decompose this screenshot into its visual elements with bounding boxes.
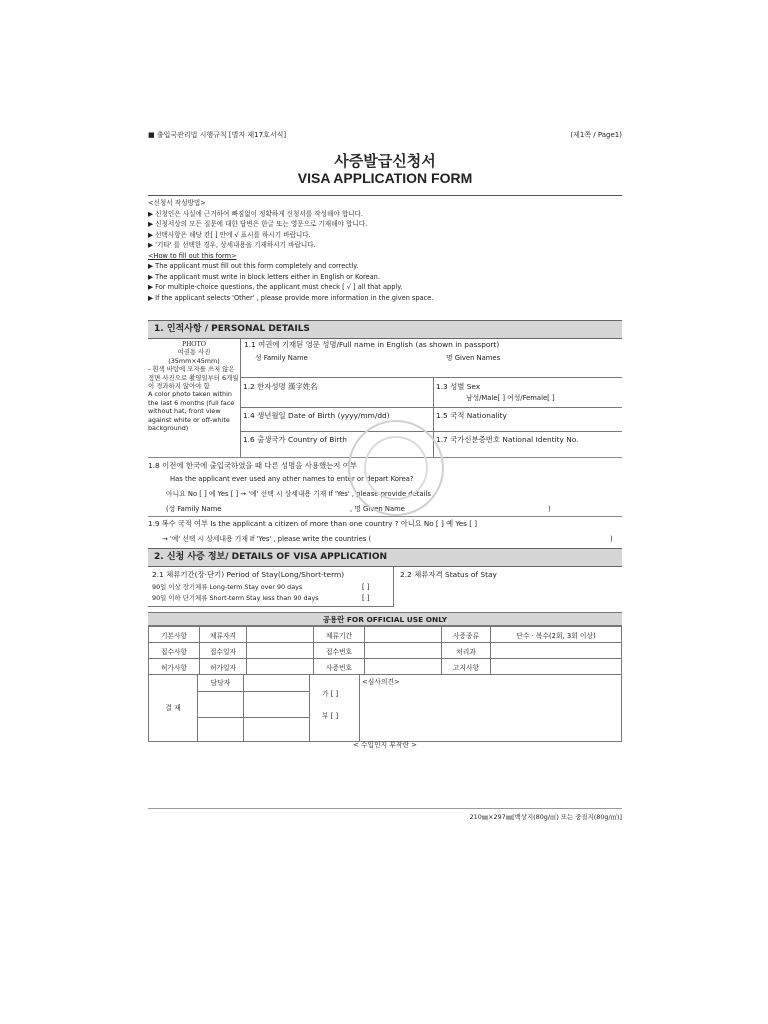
divider-1-9 [148, 516, 622, 517]
regulation-reference: ■ 출입국관리법 시행규칙 [별지 제17호서식] [148, 131, 287, 139]
review-opinion-label: <심사의견> [362, 678, 400, 686]
country-of-birth-label: 1.6 출생국가 Country of Birth [243, 435, 347, 444]
approval-cell[interactable] [244, 692, 310, 718]
table-cell [247, 659, 314, 675]
photo-label-ko: 여권용 사진 [177, 348, 211, 357]
table-cell: 허가사항 [149, 659, 200, 675]
section-2-title: 2. 신청 사증 정보/ DETAILS OF VISA APPLICATION [154, 552, 387, 562]
table-cell: 체류자격 [200, 627, 247, 643]
officer-label-cell [198, 674, 244, 692]
table-cell: 접수일자 [200, 643, 247, 659]
dob-label: 1.4 생년월일 Date of Birth (yyyy/mm/dd) [243, 411, 390, 420]
table-cell [365, 643, 442, 659]
table-cell: 사증번호 [314, 659, 365, 675]
instructions [148, 198, 622, 303]
instruction-en-1: ▶ The applicant must fill out this form completely and correctly. [148, 262, 359, 270]
section-visa-details [148, 548, 622, 567]
form-title-english: VISA APPLICATION FORM [297, 170, 473, 186]
approval-cell[interactable] [244, 674, 310, 692]
table-cell [247, 643, 314, 659]
table-cell: 사증종류 [442, 627, 491, 643]
other-family-name-label: (성 Family Name [166, 505, 222, 513]
short-term-label: 90일 이하 단기체류 Short-term Stay less than 90 days [152, 594, 319, 602]
instruction-ko-4: ▶ '기타' 를 선택한 경우, 상세내용을 기재하시기 바랍니다. [148, 241, 316, 249]
full-name-label: 1.1 여권에 기재된 영문 성명/Full name in English (as shown in passport) [244, 340, 500, 349]
dual-citizenship-close: ) [610, 535, 613, 543]
officer-label: 담당자 [210, 679, 231, 687]
approval-cell[interactable] [244, 718, 310, 742]
table-cell [491, 643, 622, 659]
table-cell [491, 659, 622, 675]
field-nationality[interactable] [433, 407, 622, 431]
field-status-of-stay[interactable] [394, 567, 622, 607]
approval-cell[interactable] [198, 692, 244, 718]
paper-spec: 210㎜×297㎜[백상지(80g/㎡) 또는 중질지(80g/㎡)] [469, 813, 622, 821]
form-title-korean: 사증발급신청서 [334, 152, 436, 170]
official-use-header [148, 612, 622, 626]
table-cell: 단수 · 복수(2회, 3회 이상) [491, 627, 622, 643]
sex-label: 1.3 성별 Sex [436, 382, 481, 391]
official-use-title: 공용란 FOR OFFICIAL USE ONLY [322, 615, 448, 624]
table-cell [365, 627, 442, 643]
approval-label-cell [148, 674, 198, 742]
sex-options[interactable]: 남성/Male[ ] 여성/Female[ ] [466, 394, 555, 402]
status-of-stay-label: 2.2 체류자격 Status of Stay [400, 570, 497, 579]
given-names-label: 명 Given Names [446, 354, 501, 362]
table-cell: 고지사항 [442, 659, 491, 675]
instruction-ko-3: ▶ 선택사항은 해당 칸[ ] 안에 √ 표시를 하시기 바랍니다. [148, 230, 311, 239]
photo-desc-ko: - 흰색 바탕에 모자를 쓰지 않은 정면 사진으로 촬영일부터 6개월이 경과하지 않아야 함 [148, 365, 239, 391]
other-name-close: ) [548, 505, 551, 513]
table-cell: 처리과 [442, 643, 491, 659]
photo-size: (35mm×45mm) [168, 356, 220, 365]
dual-citizenship-detail[interactable]: → '예' 선택 시 상세내용 기재 If 'Yes' , please write the countries ( [162, 535, 372, 543]
table-row [149, 643, 622, 659]
instruction-ko-2: ▶ 신청서상의 모든 질문에 대한 답변은 한글 또는 영문으로 기재해야 합니다. [148, 220, 368, 228]
title-divider [148, 195, 622, 196]
section-1-title: 1. 인적사항 / PERSONAL DETAILS [154, 324, 310, 334]
nationality-label: 1.5 국적 Nationality [436, 411, 507, 420]
other-names-options[interactable]: 아니요 No [ ] 예 Yes [ ] → '예' 선택 시 상세내용 기재 If 'Yes' , please provide details [166, 490, 431, 498]
table-cell: 기본사항 [149, 627, 200, 643]
instructions-en-title: <How to fill out this form> [148, 251, 237, 260]
section-personal-details [148, 320, 622, 339]
table-row [149, 627, 622, 643]
approve-checkbox[interactable]: 가 [ ] [322, 690, 339, 698]
instruction-ko-1: ▶ 신청인은 사실에 근거하여 빠짐없이 정확하게 신청서를 작성해야 합니다. [148, 209, 364, 218]
dual-citizenship-question[interactable]: 1.9 복수 국적 여부 Is the applicant a citizen of more than one country ? 아니요 No [ ] 예 Yes [ ] [148, 519, 478, 528]
period-of-stay-label: 2.1 체류기간(장·단기) Period of Stay(Long/Short-term) [152, 570, 345, 579]
short-term-checkbox[interactable]: [ ] [362, 594, 370, 602]
national-id-label: 1.7 국가신분증번호 National Identity No. [436, 435, 579, 444]
other-names-question-en: Has the applicant ever used any other names to enter or depart Korea? [170, 475, 414, 483]
field-period-of-stay[interactable] [148, 567, 394, 607]
field-sex[interactable] [433, 377, 622, 407]
footer-divider [148, 808, 622, 809]
long-term-label: 90일 이상 장기체류 Long-term Stay over 90 days [152, 583, 303, 591]
instruction-en-3: ▶ For multiple-choice questions, the applicant must check [ √ ] all that apply. [148, 283, 403, 291]
field-full-name[interactable] [240, 339, 622, 377]
review-opinion-cell[interactable] [360, 674, 622, 742]
form-header [148, 128, 622, 142]
other-names-question-ko: 1.8 이전에 한국에 출입국하였을 때 다른 성명을 사용했는지 여부 [148, 461, 358, 470]
photo-box [148, 340, 240, 460]
table-cell: 접수사항 [149, 643, 200, 659]
table-cell [247, 627, 314, 643]
long-term-checkbox[interactable]: [ ] [362, 583, 370, 591]
field-national-id[interactable] [433, 431, 622, 457]
table-cell: 접수번호 [314, 643, 365, 659]
table-cell [365, 659, 442, 675]
instruction-en-2: ▶ The applicant must write in block letters either in English or Korean. [148, 272, 380, 281]
family-name-label: 성 Family Name [255, 354, 308, 362]
table-row [149, 659, 622, 675]
photo-title: PHOTO [182, 340, 206, 348]
photo-desc-en: A color photo taken within the last 6 months (full face without hat, front view against white or off-white background) [148, 390, 235, 433]
approval-cell[interactable] [198, 718, 244, 742]
revenue-stamp-note: < 수입인지 부착란 > [353, 741, 417, 749]
reject-checkbox[interactable]: 부 [ ] [322, 712, 339, 720]
field-chinese-name[interactable] [240, 377, 433, 407]
table-cell: 허가일자 [200, 659, 247, 675]
page-indicator: (제1쪽 / Page1) [570, 131, 622, 139]
instruction-en-4: ▶ If the applicant selects 'Other' , please provide more information in the given space. [148, 293, 434, 302]
approval-label: 결 재 [165, 704, 181, 712]
table-cell: 체류기간 [314, 627, 365, 643]
official-use-table [148, 626, 622, 675]
chinese-name-label: 1.2 한자성명 漢字姓名 [243, 382, 318, 391]
decision-cell[interactable] [310, 674, 360, 742]
instructions-ko-title: <신청서 작성방법> [148, 199, 206, 207]
watermark-seal-inner [364, 436, 428, 500]
other-given-name-label: , 명 Given Name [350, 505, 405, 513]
